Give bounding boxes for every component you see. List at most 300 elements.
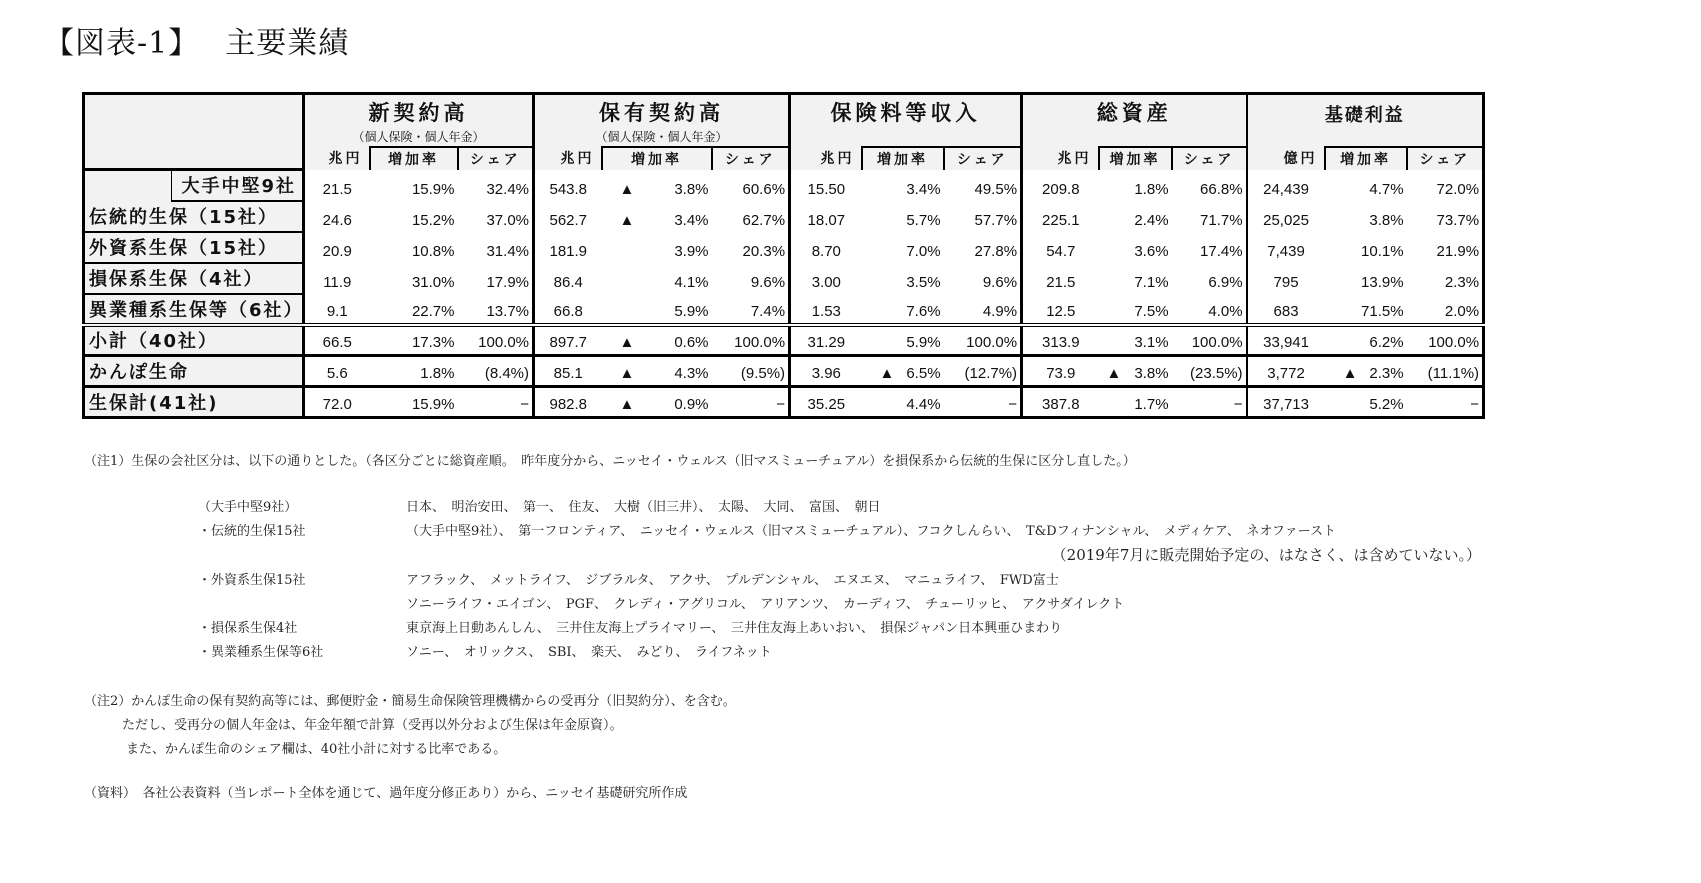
- growth-rate-cell: [602, 294, 712, 325]
- share-cell: [944, 294, 1022, 325]
- value-text: 37,713: [1263, 396, 1309, 413]
- growth-rate-cell: [862, 263, 944, 294]
- growth-rate-text: 17.3%: [411, 334, 455, 351]
- growth-rate-cell: [602, 263, 712, 294]
- share-cell: [712, 170, 790, 201]
- share-cell: [1407, 356, 1484, 387]
- value-cell: [1247, 263, 1325, 294]
- row-label: かんぽ生命: [84, 356, 304, 387]
- value-text: 7,439: [1267, 242, 1305, 260]
- note-2-line-3: また、かんぽ生命のシェア欄は、40社小計に対する比率である。: [126, 742, 507, 757]
- growth-rate-text: 13.9%: [1361, 273, 1404, 291]
- share-cell: [944, 232, 1022, 263]
- growth-rate-text: 3.6%: [1134, 242, 1169, 260]
- value-text: 181.9: [549, 242, 588, 260]
- value-text: 795: [1273, 273, 1299, 291]
- growth-rate-cell: [1099, 294, 1172, 325]
- share-text: 27.8%: [974, 242, 1018, 260]
- value-cell: [304, 201, 370, 232]
- growth-rate-text: 7.0%: [906, 242, 941, 260]
- unit-cell: シェア: [1407, 147, 1484, 170]
- value-cell: [304, 387, 370, 418]
- value-cell: [790, 294, 862, 325]
- growth-rate-cell: [1099, 232, 1172, 263]
- share-text: 60.6%: [742, 180, 786, 198]
- value-cell: [534, 170, 602, 201]
- growth-rate-cell: [1325, 263, 1407, 294]
- share-text: (8.4%): [484, 365, 530, 382]
- figure-title: [44, 18, 349, 62]
- value-cell: [1022, 387, 1099, 418]
- share-cell: [458, 170, 534, 201]
- growth-rate-text: 0.9%: [674, 396, 709, 413]
- unit-cell: シェア: [458, 147, 534, 170]
- value-cell: [534, 325, 602, 356]
- growth-rate-text: 1.8%: [420, 365, 455, 382]
- share-text: 49.5%: [974, 180, 1018, 198]
- share-text: 17.9%: [486, 273, 530, 291]
- growth-rate-cell: [1099, 325, 1172, 356]
- value-text: 8.70: [811, 242, 841, 260]
- growth-rate-cell: [862, 356, 944, 387]
- share-cell: [1172, 201, 1247, 232]
- value-cell: [790, 170, 862, 201]
- note-2-line-2: ただし、受再分の個人年金は、年金年額で計算（受再以外分および生保は年金原資）。: [122, 718, 623, 733]
- share-cell: [458, 387, 534, 418]
- share-text: 100.0%: [966, 334, 1018, 351]
- category-members-note: （2019年7月に販売開始予定の、はなさく、は含めていない。）: [1051, 546, 1481, 564]
- table-row: [84, 232, 1484, 263]
- growth-rate-text: 4.1%: [674, 273, 709, 291]
- category-label: ・損保系生保4社: [198, 621, 298, 636]
- growth-rate-cell: [1325, 201, 1407, 232]
- unit-cell: シェア: [712, 147, 790, 170]
- row-label: 異業種系生保等（6社）: [84, 294, 304, 325]
- category-members: 東京海上日動あんしん、 三井住友海上プライマリー、 三井住友海上あいおい、 損保ジャパン日本興亜ひまわり: [406, 621, 1063, 636]
- growth-rate-cell: [1325, 294, 1407, 325]
- value-cell: [790, 232, 862, 263]
- category-label: ・異業種系生保等6社: [198, 645, 324, 660]
- share-cell: [458, 201, 534, 232]
- growth-rate-text: 5.2%: [1369, 396, 1404, 413]
- value-text: 313.9: [1042, 334, 1080, 351]
- group-title-contracts-in-force: 保有契約高: [534, 94, 790, 127]
- value-text: 3,772: [1267, 365, 1305, 382]
- share-cell: [1407, 170, 1484, 201]
- value-cell: [534, 201, 602, 232]
- growth-rate-cell: [602, 232, 712, 263]
- growth-rate-text: 4.7%: [1369, 180, 1404, 198]
- growth-rate-text: 7.5%: [1134, 302, 1169, 320]
- growth-rate-text: 0.6%: [674, 334, 709, 351]
- share-text: 2.0%: [1444, 302, 1480, 320]
- decrease-triangle-icon: ▲: [1106, 365, 1122, 382]
- row-label: 小計（40社）: [84, 325, 304, 356]
- growth-rate-text: 6.5%: [906, 365, 941, 382]
- value-cell: [534, 387, 602, 418]
- share-cell: [1407, 201, 1484, 232]
- main-performance-table: [82, 92, 1485, 419]
- share-text: (23.5%): [1190, 365, 1243, 382]
- unit-cell: 増加率: [862, 147, 944, 170]
- share-text: 37.0%: [486, 211, 530, 229]
- share-text: 9.6%: [750, 273, 786, 291]
- share-text: 100.0%: [734, 334, 786, 351]
- category-members: アフラック、 メットライフ、 ジブラルタ、 アクサ、 プルデンシャル、 エヌエヌ、 マニュライフ、 FWD富士: [406, 573, 1059, 588]
- share-cell: [712, 232, 790, 263]
- share-cell: [458, 294, 534, 325]
- share-cell: [944, 325, 1022, 356]
- value-text: 66.8: [553, 302, 583, 320]
- decrease-triangle-icon: ▲: [619, 396, 635, 413]
- value-text: 562.7: [549, 211, 588, 229]
- share-cell: [712, 294, 790, 325]
- growth-rate-text: 3.4%: [906, 180, 941, 198]
- unit-cell: 兆円: [304, 147, 370, 170]
- share-text: 72.0%: [1436, 180, 1480, 198]
- value-cell: [304, 325, 370, 356]
- value-text: 5.6: [326, 365, 348, 382]
- share-cell: [1172, 356, 1247, 387]
- unit-cell: 兆円: [534, 147, 602, 170]
- value-text: 86.4: [553, 273, 583, 291]
- value-cell: [1022, 325, 1099, 356]
- share-cell: [712, 356, 790, 387]
- group-title-new-contracts: 新契約高: [304, 94, 534, 127]
- value-cell: [1247, 232, 1325, 263]
- growth-rate-text: 22.7%: [411, 302, 455, 320]
- share-text: −: [520, 396, 530, 413]
- growth-rate-text: 3.8%: [1369, 211, 1404, 229]
- value-text: 33,941: [1263, 334, 1309, 351]
- share-cell: [458, 356, 534, 387]
- share-cell: [944, 356, 1022, 387]
- share-cell: [1407, 263, 1484, 294]
- share-cell: [458, 263, 534, 294]
- figure-name: 主要業績: [225, 26, 350, 61]
- value-text: 21.5: [1046, 273, 1076, 291]
- group-subtitle-core-profit: [1247, 127, 1484, 147]
- value-text: 11.9: [323, 273, 352, 291]
- growth-rate-cell: [370, 232, 458, 263]
- growth-rate-cell: [370, 263, 458, 294]
- growth-rate-cell: [370, 201, 458, 232]
- value-cell: [304, 356, 370, 387]
- value-text: 15.50: [807, 180, 846, 198]
- share-cell: [458, 325, 534, 356]
- share-cell: [944, 170, 1022, 201]
- growth-rate-cell: [1099, 387, 1172, 418]
- growth-rate-cell: [1325, 387, 1407, 418]
- growth-rate-cell: [862, 232, 944, 263]
- growth-rate-text: 6.2%: [1369, 334, 1404, 351]
- share-cell: [712, 387, 790, 418]
- category-label: ・外資系生保15社: [198, 573, 306, 588]
- share-cell: [712, 201, 790, 232]
- growth-rate-text: 71.5%: [1361, 302, 1404, 320]
- share-text: 4.9%: [982, 302, 1018, 320]
- share-text: 32.4%: [486, 180, 530, 198]
- growth-rate-text: 10.1%: [1361, 242, 1404, 260]
- growth-rate-cell: [862, 201, 944, 232]
- value-cell: [1022, 232, 1099, 263]
- row-label: 伝統的生保（15社）: [84, 201, 304, 232]
- growth-rate-cell: [1325, 325, 1407, 356]
- share-cell: [944, 201, 1022, 232]
- share-text: 2.3%: [1444, 273, 1480, 291]
- unit-cell: 増加率: [1099, 147, 1172, 170]
- share-text: −: [776, 396, 786, 413]
- category-members: ソニーライフ・エイゴン、 PGF、 クレディ・アグリコル、 アリアンツ、 カーディフ、 チューリッヒ、 アクサダイレクト: [406, 597, 1125, 612]
- value-cell: [1022, 356, 1099, 387]
- growth-rate-cell: [602, 170, 712, 201]
- share-cell: [1172, 387, 1247, 418]
- growth-rate-cell: [602, 387, 712, 418]
- row-label: 生保計(41社): [84, 387, 304, 418]
- value-text: 24.6: [322, 211, 352, 229]
- share-text: 6.9%: [1208, 273, 1243, 291]
- growth-rate-cell: [1099, 170, 1172, 201]
- value-cell: [790, 263, 862, 294]
- value-text: 31.29: [807, 334, 846, 351]
- category-label: （大手中堅9社）: [198, 500, 298, 515]
- share-cell: [944, 263, 1022, 294]
- table-row: [84, 170, 1484, 201]
- value-cell: [304, 170, 370, 201]
- growth-rate-cell: [602, 356, 712, 387]
- unit-cell: 兆円: [790, 147, 862, 170]
- value-cell: [1247, 387, 1325, 418]
- share-cell: [458, 232, 534, 263]
- share-text: 73.7%: [1436, 211, 1480, 229]
- note-2-line-1: （注2）かんぽ生命の保有契約高等には、郵便貯金・簡易生命保険管理機構からの受再分（旧契約分）、を含む。: [84, 694, 736, 709]
- growth-rate-cell: [1325, 170, 1407, 201]
- value-text: 897.7: [549, 334, 588, 351]
- value-text: 20.9: [322, 242, 352, 260]
- row-label: 損保系生保（4社）: [84, 263, 304, 294]
- growth-rate-text: 4.4%: [906, 396, 941, 413]
- share-text: (11.1%): [1427, 365, 1480, 382]
- corner-cell: [84, 94, 304, 170]
- growth-rate-cell: [862, 170, 944, 201]
- growth-rate-cell: [1099, 201, 1172, 232]
- value-cell: [304, 294, 370, 325]
- value-cell: [534, 263, 602, 294]
- share-text: 4.0%: [1208, 302, 1243, 320]
- growth-rate-text: 15.2%: [411, 211, 455, 229]
- decrease-triangle-icon: ▲: [619, 211, 635, 229]
- category-members: 日本、 明治安田、 第一、 住友、 大樹（旧三井）、 太陽、 大同、 富国、 朝日: [406, 500, 881, 515]
- value-text: 85.1: [553, 365, 583, 382]
- category-members: （大手中堅9社）、 第一フロンティア、 ニッセイ・ウェルス（旧マスミューチュアル）、フコクしんらい、 T&Dフィナンシャル、 メディケア、 ネオファースト: [406, 524, 1337, 539]
- table-row: [84, 294, 1484, 325]
- decrease-triangle-icon: ▲: [879, 365, 895, 382]
- value-text: 25,025: [1263, 211, 1309, 229]
- table-row: [84, 325, 1484, 356]
- value-text: 35.25: [807, 396, 846, 413]
- growth-rate-cell: [1099, 263, 1172, 294]
- growth-rate-text: 1.7%: [1134, 396, 1169, 413]
- group-title-total-assets: 総資産: [1022, 94, 1247, 127]
- group-subtitle-contracts-in-force: （個人保険・個人年金）: [534, 127, 790, 147]
- table-row: [84, 387, 1484, 418]
- row-label: 大手中堅9社: [172, 170, 304, 201]
- row-label: 外資系生保（15社）: [84, 232, 304, 263]
- share-text: 9.6%: [982, 273, 1018, 291]
- value-cell: [304, 232, 370, 263]
- value-text: 683: [1273, 302, 1299, 320]
- unit-cell: 増加率: [602, 147, 712, 170]
- growth-rate-text: 2.4%: [1134, 211, 1169, 229]
- share-cell: [712, 325, 790, 356]
- value-cell: [1022, 263, 1099, 294]
- share-cell: [944, 387, 1022, 418]
- value-text: 73.9: [1046, 365, 1076, 382]
- table-row: [84, 263, 1484, 294]
- share-text: −: [1008, 396, 1018, 413]
- decrease-triangle-icon: ▲: [619, 365, 635, 382]
- share-cell: [1407, 294, 1484, 325]
- value-text: 9.1: [326, 302, 348, 320]
- value-cell: [1022, 170, 1099, 201]
- unit-cell: 増加率: [370, 147, 458, 170]
- share-text: 66.8%: [1200, 180, 1243, 198]
- growth-rate-text: 31.0%: [411, 273, 455, 291]
- share-cell: [1407, 387, 1484, 418]
- value-text: 12.5: [1046, 302, 1076, 320]
- growth-rate-cell: [1099, 356, 1172, 387]
- value-text: 18.07: [807, 211, 846, 229]
- share-text: 20.3%: [742, 242, 786, 260]
- share-text: −: [1233, 396, 1243, 413]
- source-note: （資料） 各社公表資料（当レポート全体を通じて、過年度分修正あり）から、ニッセイ基礎研究所作成: [84, 786, 688, 801]
- growth-rate-text: 3.1%: [1134, 334, 1169, 351]
- category-members: ソニー、 オリックス、 SBI、 楽天、 みどり、 ライフネット: [406, 645, 772, 660]
- value-cell: [1247, 356, 1325, 387]
- growth-rate-text: 1.8%: [1134, 180, 1169, 198]
- growth-rate-cell: [862, 387, 944, 418]
- figure-number: 【図表-1】: [44, 26, 200, 61]
- header-row-titles: [84, 94, 1484, 127]
- value-text: 3.96: [811, 365, 841, 382]
- value-cell: [1247, 325, 1325, 356]
- share-cell: [1172, 170, 1247, 201]
- growth-rate-text: 2.3%: [1369, 365, 1404, 382]
- share-text: 13.7%: [486, 302, 530, 320]
- value-text: 54.7: [1046, 242, 1076, 260]
- growth-rate-text: 15.9%: [411, 180, 455, 198]
- growth-rate-text: 3.5%: [906, 273, 941, 291]
- share-text: (12.7%): [964, 365, 1018, 382]
- value-cell: [1247, 170, 1325, 201]
- growth-rate-text: 7.1%: [1134, 273, 1169, 291]
- growth-rate-text: 5.7%: [906, 211, 941, 229]
- value-cell: [1022, 201, 1099, 232]
- group-title-premium-income: 保険料等収入: [790, 94, 1022, 127]
- growth-rate-text: 7.6%: [906, 302, 941, 320]
- growth-rate-cell: [370, 387, 458, 418]
- share-text: 57.7%: [974, 211, 1018, 229]
- growth-rate-cell: [862, 294, 944, 325]
- growth-rate-text: 10.8%: [411, 242, 455, 260]
- share-text: 31.4%: [486, 242, 530, 260]
- value-text: 24,439: [1263, 180, 1309, 198]
- growth-rate-text: 3.4%: [674, 211, 709, 229]
- value-text: 543.8: [549, 180, 588, 198]
- growth-rate-text: 3.9%: [674, 242, 709, 260]
- unit-cell: 増加率: [1325, 147, 1407, 170]
- growth-rate-text: 5.9%: [906, 334, 941, 351]
- unit-cell: 兆円: [1022, 147, 1099, 170]
- share-text: 7.4%: [750, 302, 786, 320]
- value-cell: [1247, 294, 1325, 325]
- share-text: 71.7%: [1200, 211, 1243, 229]
- note-1: （注1）生保の会社区分は、以下の通りとした。（各区分ごとに総資産順。 昨年度分から、ニッセイ・ウェルス（旧マスミューチュアル）を損保系から伝統的生保に区分し直した。）: [84, 454, 1136, 469]
- growth-rate-text: 3.8%: [1134, 365, 1169, 382]
- group-subtitle-total-assets: [1022, 127, 1247, 147]
- share-text: 100.0%: [1191, 334, 1243, 351]
- unit-cell: 億円: [1247, 147, 1325, 170]
- value-cell: [790, 356, 862, 387]
- share-cell: [1407, 325, 1484, 356]
- growth-rate-text: 5.9%: [674, 302, 709, 320]
- category-label: ・伝統的生保15社: [198, 524, 306, 539]
- share-cell: [1407, 232, 1484, 263]
- growth-rate-cell: [1325, 232, 1407, 263]
- value-text: 1.53: [811, 302, 841, 320]
- growth-rate-cell: [602, 201, 712, 232]
- group-subtitle-new-contracts: （個人保険・個人年金）: [304, 127, 534, 147]
- share-text: 21.9%: [1436, 242, 1480, 260]
- value-text: 3.00: [811, 273, 841, 291]
- growth-rate-cell: [1325, 356, 1407, 387]
- group-title-core-profit: 基礎利益: [1247, 94, 1484, 127]
- growth-rate-cell: [370, 170, 458, 201]
- value-cell: [534, 356, 602, 387]
- share-cell: [712, 263, 790, 294]
- share-text: 100.0%: [1428, 334, 1480, 351]
- value-cell: [1022, 294, 1099, 325]
- share-text: −: [1470, 396, 1480, 413]
- share-cell: [1172, 263, 1247, 294]
- share-text: (9.5%): [740, 365, 786, 382]
- value-text: 225.1: [1042, 211, 1080, 229]
- value-cell: [304, 263, 370, 294]
- value-text: 66.5: [322, 334, 352, 351]
- value-cell: [790, 201, 862, 232]
- table-row: [84, 201, 1484, 232]
- share-text: 17.4%: [1200, 242, 1243, 260]
- value-cell: [1247, 201, 1325, 232]
- growth-rate-cell: [370, 325, 458, 356]
- value-cell: [790, 325, 862, 356]
- growth-rate-text: 15.9%: [411, 396, 455, 413]
- growth-rate-text: 4.3%: [674, 365, 709, 382]
- table-row: [84, 356, 1484, 387]
- value-text: 72.0: [322, 396, 352, 413]
- decrease-triangle-icon: ▲: [1342, 365, 1358, 382]
- share-cell: [1172, 325, 1247, 356]
- share-cell: [1172, 294, 1247, 325]
- share-text: 62.7%: [742, 211, 786, 229]
- value-text: 209.8: [1042, 180, 1080, 198]
- unit-cell: シェア: [1172, 147, 1247, 170]
- value-cell: [534, 232, 602, 263]
- unit-cell: シェア: [944, 147, 1022, 170]
- value-cell: [790, 387, 862, 418]
- growth-rate-cell: [602, 325, 712, 356]
- growth-rate-cell: [370, 356, 458, 387]
